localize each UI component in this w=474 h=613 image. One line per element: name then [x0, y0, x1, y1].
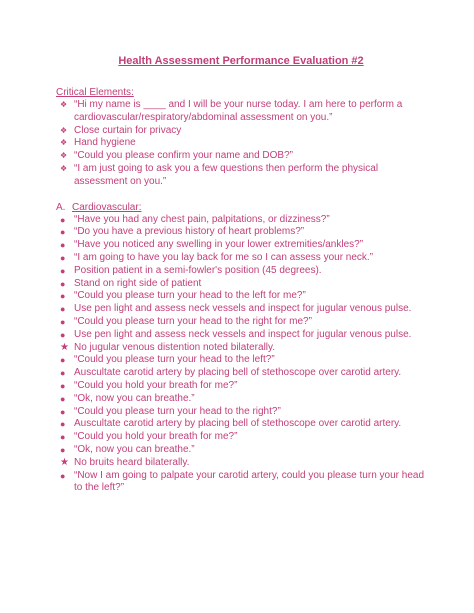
- star-bullet-icon: ★: [60, 456, 69, 468]
- cardio-item: [56, 470, 426, 496]
- cardio-item: [56, 226, 426, 239]
- dot-bullet-icon: ●: [60, 470, 66, 481]
- diamond-bullet-icon: ❖: [60, 151, 68, 161]
- cardio-item: [56, 329, 426, 342]
- cardio-item-text: Auscultate carotid artery by placing bell of stethoscope over carotid artery.: [74, 367, 402, 379]
- dot-bullet-icon: ●: [60, 393, 66, 404]
- cardio-item-text: “Do you have a previous history of heart problems?”: [74, 226, 305, 238]
- critical-elements-heading: Critical Elements:: [56, 87, 134, 98]
- page-title: Health Assessment Performance Evaluation #2: [118, 55, 364, 67]
- cardio-item-text: “Could you hold your breath for me?”: [74, 431, 238, 443]
- cardio-item: [56, 444, 426, 457]
- cardiovascular-list: [56, 214, 426, 496]
- cardio-item: [56, 278, 426, 291]
- dot-bullet-icon: ●: [60, 432, 66, 443]
- cardio-item-text: No bruits heard bilaterally.: [74, 456, 190, 468]
- cardiovascular-heading: [56, 201, 426, 214]
- dot-bullet-icon: ●: [60, 278, 66, 289]
- critical-item-text: “Could you please confirm your name and DOB?”: [74, 150, 293, 162]
- cardio-item: [56, 431, 426, 444]
- cardio-item-text: “Ok, now you can breathe.”: [74, 392, 195, 404]
- dot-bullet-icon: ●: [60, 419, 66, 430]
- cardio-item: [56, 354, 426, 367]
- critical-item-text: “I am just going to ask you a few questions then perform the physical assessment on you.”: [74, 162, 379, 187]
- dot-bullet-icon: ●: [60, 444, 66, 455]
- dot-bullet-icon: ●: [60, 316, 66, 327]
- cardio-item: [56, 290, 426, 303]
- cardio-item-text: Position patient in a semi-fowler's position (45 degrees).: [74, 264, 322, 276]
- cardio-item-text: “Have you had any chest pain, palpitations, or dizziness?”: [74, 213, 330, 225]
- section-letter: A.: [56, 201, 66, 213]
- cardio-item: [56, 265, 426, 278]
- dot-bullet-icon: ●: [60, 252, 66, 263]
- cardio-item: [56, 367, 426, 380]
- diamond-bullet-icon: ❖: [60, 125, 68, 135]
- dot-bullet-icon: ●: [60, 380, 66, 391]
- diamond-bullet-icon: ❖: [60, 100, 68, 109]
- critical-item: [56, 99, 426, 125]
- cardio-item: [56, 418, 426, 431]
- cardio-item-text: “Could you please turn your head to the left for me?”: [74, 290, 306, 302]
- cardio-item-text: Use pen light and assess neck vessels and inspect for jugular venous pulse.: [74, 328, 412, 340]
- cardio-item-text: “I am going to have you lay back for me so I can assess your neck.”: [74, 251, 374, 263]
- critical-item: [56, 150, 426, 163]
- cardio-item-text: Auscultate carotid artery by placing bell of stethoscope over carotid artery.: [74, 418, 402, 430]
- critical-item: [56, 125, 426, 138]
- dot-bullet-icon: ●: [60, 355, 66, 366]
- dot-bullet-icon: ●: [60, 240, 66, 251]
- critical-item: [56, 137, 426, 150]
- cardio-item: [56, 303, 426, 316]
- cardio-item: [56, 457, 426, 470]
- cardio-item: [56, 239, 426, 252]
- critical-item: [56, 163, 426, 189]
- cardio-item: [56, 316, 426, 329]
- dot-bullet-icon: ●: [60, 214, 66, 225]
- cardio-item-text: “Could you please turn your head to the right for me?”: [74, 315, 312, 327]
- cardio-item: [56, 252, 426, 265]
- critical-elements-list: [56, 99, 426, 189]
- cardio-item: [56, 393, 426, 406]
- cardio-item: [56, 214, 426, 227]
- dot-bullet-icon: ●: [60, 304, 66, 315]
- dot-bullet-icon: ●: [60, 265, 66, 276]
- dot-bullet-icon: ●: [60, 291, 66, 302]
- cardio-item-text: “Could you hold your breath for me?”: [74, 379, 238, 391]
- cardio-item-text: “Could you please turn your head to the left?”: [74, 354, 275, 366]
- critical-item-text: Hand hygiene: [74, 137, 136, 149]
- critical-item-text: “Hi my name is ____ and I will be your nurse today. I am here to perform a cardiovascular/respiratory/abdominal assessment on you.”: [74, 99, 403, 123]
- dot-bullet-icon: ●: [60, 406, 66, 417]
- cardiovascular-label: Cardiovascular:: [72, 201, 142, 213]
- cardio-item-text: “Ok, now you can breathe.”: [74, 443, 195, 455]
- cardio-item-text: “Could you please turn your head to the right?”: [74, 405, 281, 417]
- cardio-item: [56, 342, 426, 355]
- cardio-item: [56, 380, 426, 393]
- diamond-bullet-icon: ❖: [60, 138, 68, 148]
- cardio-item: [56, 406, 426, 419]
- diamond-bullet-icon: ❖: [60, 163, 68, 173]
- star-bullet-icon: ★: [60, 341, 69, 353]
- cardio-item-text: “Now I am going to palpate your carotid artery, could you please turn your head to the left?”: [74, 469, 425, 494]
- cardio-item-text: “Have you noticed any swelling in your lower extremities/ankles?”: [74, 239, 364, 251]
- critical-item-text: Close curtain for privacy: [74, 124, 182, 136]
- dot-bullet-icon: ●: [60, 368, 66, 379]
- dot-bullet-icon: ●: [60, 329, 66, 340]
- cardio-item-text: Use pen light and assess neck vessels and inspect for jugular venous pulse.: [74, 303, 412, 315]
- cardio-item-text: No jugular venous distention noted bilaterally.: [74, 341, 276, 353]
- dot-bullet-icon: ●: [60, 227, 66, 238]
- cardio-item-text: Stand on right side of patient: [74, 277, 202, 289]
